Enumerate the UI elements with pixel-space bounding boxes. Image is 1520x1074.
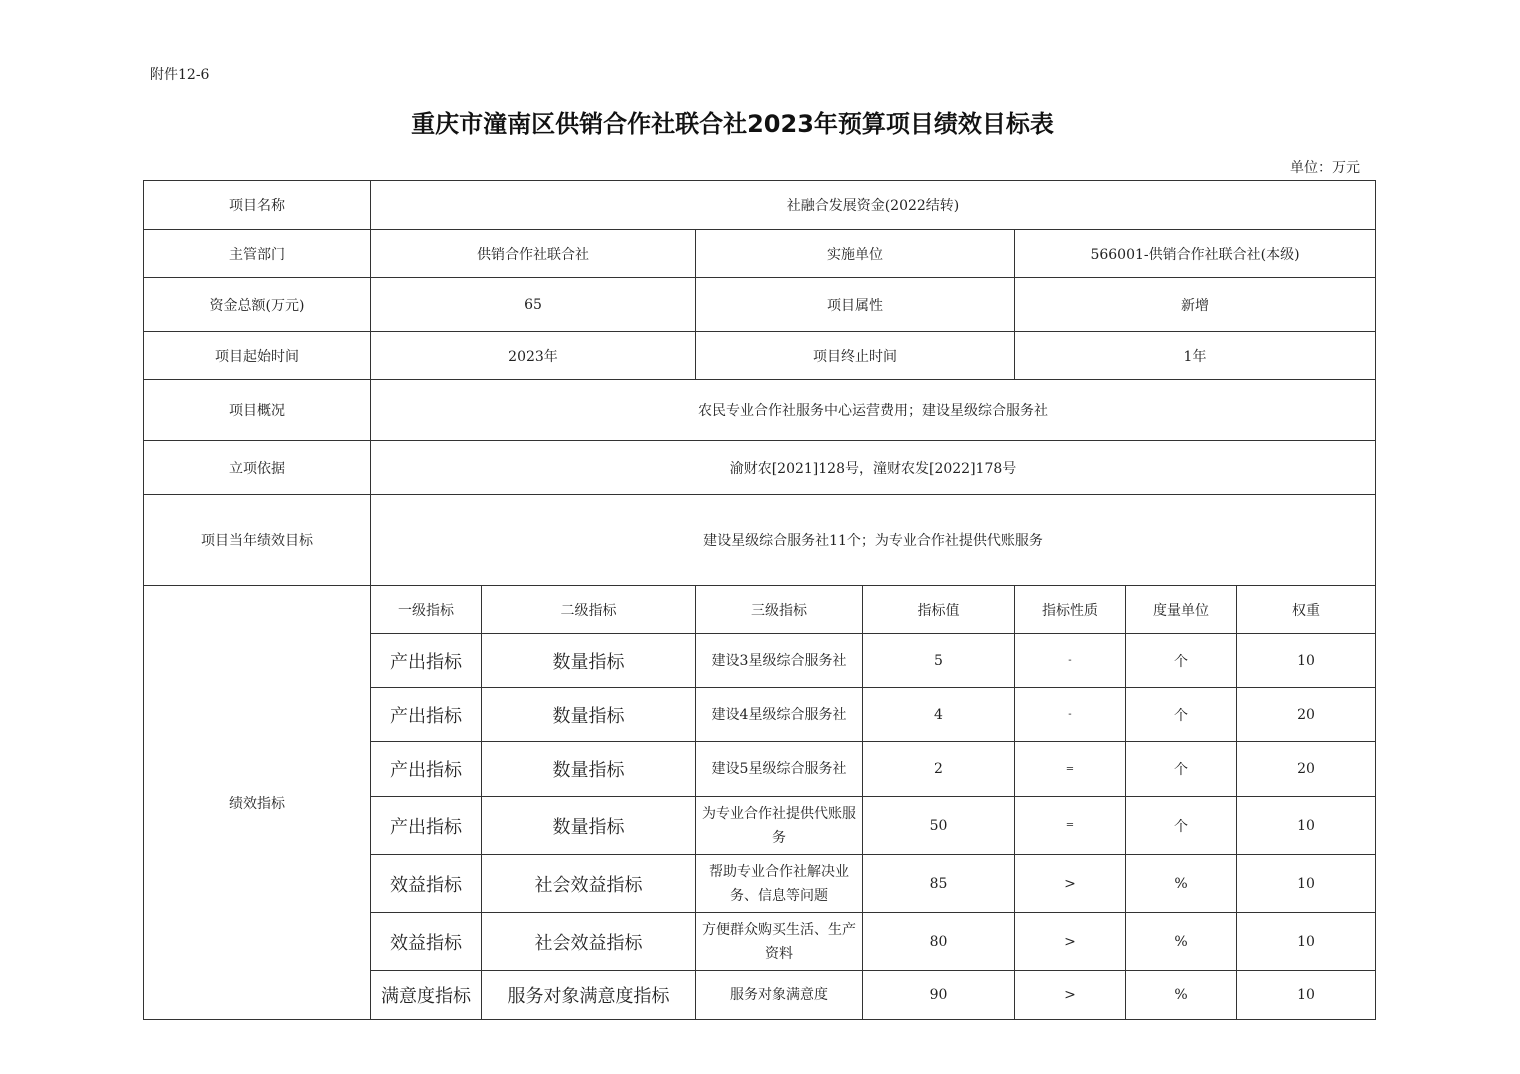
indicator-level2: 数量指标 [482,634,696,688]
header-level3: 三级指标 [696,586,863,634]
indicator-level3: 建设3星级综合服务社 [696,634,863,688]
indicator-level2: 社会效益指标 [482,855,696,913]
indicator-unit: 个 [1126,742,1237,797]
indicator-value: 2 [863,742,1015,797]
indicator-nature: = [1015,742,1126,797]
indicator-level2: 数量指标 [482,688,696,742]
indicator-value: 50 [863,797,1015,855]
value-fund: 65 [371,278,696,332]
indicator-unit: % [1126,855,1237,913]
page-title: 重庆市潼南区供销合作社联合社2023年预算项目绩效目标表 [411,110,1054,138]
indicator-weight: 10 [1237,913,1376,971]
performance-table [143,180,1376,1020]
header-unit: 度量单位 [1126,586,1237,634]
label-indicators: 绩效指标 [144,586,371,1020]
row-overview [144,380,1376,441]
indicator-weight: 20 [1237,688,1376,742]
row-dept [144,230,1376,278]
indicator-level1: 产出指标 [371,688,482,742]
row-basis [144,441,1376,495]
indicator-weight: 10 [1237,971,1376,1020]
label-dept: 主管部门 [144,230,371,278]
indicator-level1: 满意度指标 [371,971,482,1020]
row-goal [144,495,1376,586]
indicator-nature: - [1015,688,1126,742]
unit-label: 单位：万元 [1290,160,1360,176]
indicator-value: 4 [863,688,1015,742]
row-fund [144,278,1376,332]
indicator-nature: = [1015,797,1126,855]
value-start: 2023年 [371,332,696,380]
indicator-level2: 数量指标 [482,742,696,797]
value-basis: 渝财农[2021]128号，潼财农发[2022]178号 [371,441,1376,495]
indicator-nature: > [1015,855,1126,913]
indicator-header-row [144,586,1376,634]
indicator-level1: 效益指标 [371,913,482,971]
row-project-name [144,181,1376,230]
indicator-level1: 产出指标 [371,742,482,797]
value-project-name: 社融合发展资金(2022结转) [371,181,1376,230]
attachment-number: 附件12-6 [150,67,210,83]
indicator-level3: 建设4星级综合服务社 [696,688,863,742]
header-weight: 权重 [1237,586,1376,634]
indicator-level3: 服务对象满意度 [696,971,863,1020]
indicator-value: 90 [863,971,1015,1020]
indicator-nature: > [1015,913,1126,971]
header-level1: 一级指标 [371,586,482,634]
label-fund: 资金总额(万元) [144,278,371,332]
indicator-level2: 社会效益指标 [482,913,696,971]
indicator-weight: 10 [1237,634,1376,688]
indicator-level3: 为专业合作社提供代账服务 [696,797,863,855]
indicator-level1: 产出指标 [371,797,482,855]
indicator-level2: 服务对象满意度指标 [482,971,696,1020]
value-impl: 566001-供销合作社联合社(本级) [1015,230,1376,278]
indicator-value: 5 [863,634,1015,688]
indicator-value: 80 [863,913,1015,971]
indicator-level3: 帮助专业合作社解决业务、信息等问题 [696,855,863,913]
row-time [144,332,1376,380]
value-overview: 农民专业合作社服务中心运营费用；建设星级综合服务社 [371,380,1376,441]
indicator-nature: > [1015,971,1126,1020]
indicator-level3: 建设5星级综合服务社 [696,742,863,797]
value-dept: 供销合作社联合社 [371,230,696,278]
indicator-level1: 产出指标 [371,634,482,688]
indicator-weight: 10 [1237,855,1376,913]
value-attr: 新增 [1015,278,1376,332]
label-attr: 项目属性 [696,278,1015,332]
label-basis: 立项依据 [144,441,371,495]
label-impl: 实施单位 [696,230,1015,278]
value-end: 1年 [1015,332,1376,380]
indicator-value: 85 [863,855,1015,913]
header-nature: 指标性质 [1015,586,1126,634]
label-overview: 项目概况 [144,380,371,441]
label-start: 项目起始时间 [144,332,371,380]
label-project-name: 项目名称 [144,181,371,230]
indicator-unit: 个 [1126,634,1237,688]
header-level2: 二级指标 [482,586,696,634]
indicator-unit: 个 [1126,797,1237,855]
value-goal: 建设星级综合服务社11个；为专业合作社提供代账服务 [371,495,1376,586]
indicator-nature: - [1015,634,1126,688]
indicator-weight: 10 [1237,797,1376,855]
indicator-level3: 方便群众购买生活、生产资料 [696,913,863,971]
indicator-level2: 数量指标 [482,797,696,855]
label-goal: 项目当年绩效目标 [144,495,371,586]
indicator-weight: 20 [1237,742,1376,797]
header-value: 指标值 [863,586,1015,634]
indicator-unit: % [1126,971,1237,1020]
label-end: 项目终止时间 [696,332,1015,380]
indicator-unit: 个 [1126,688,1237,742]
indicator-level1: 效益指标 [371,855,482,913]
indicator-unit: % [1126,913,1237,971]
